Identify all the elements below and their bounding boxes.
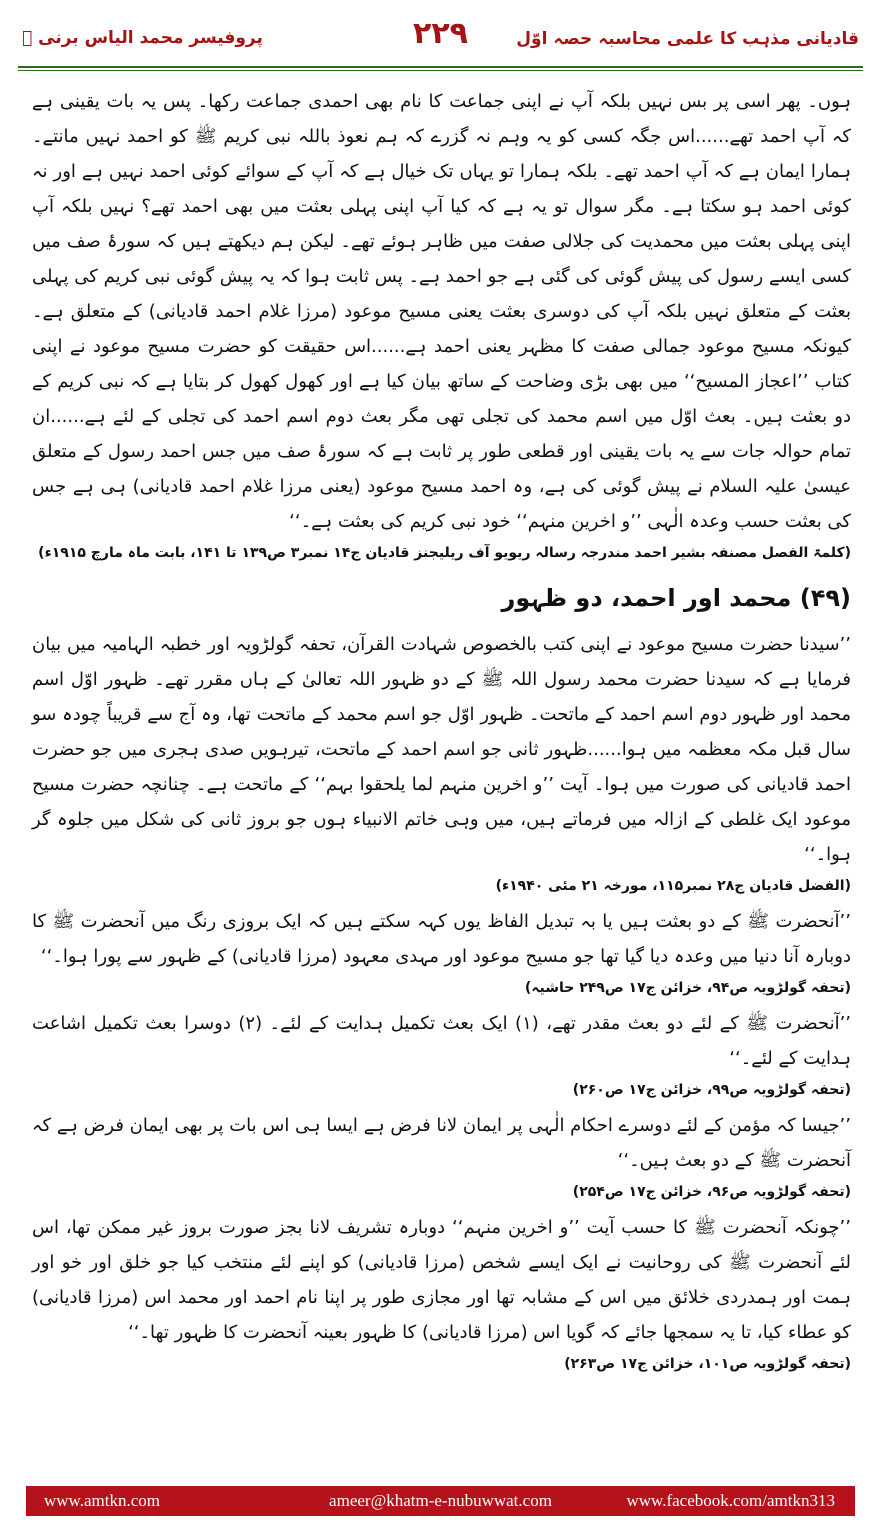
header-divider-thin [18,70,863,71]
quote-paragraph: ’’جیسا کہ مؤمن کے لئے دوسرے احکام الٰہی پر ایمان لانا فرض ہے ایسا ہی اس بات پر بھی ایمان فرض ہے کہ آنحضرت ﷺ کے دو بعث ہیں۔‘‘ [31,1115,851,1171]
quote-reference: (الفضل قادیان ج۲۸ نمبر۱۱۵، مورخہ ۲۱ مئی ۱۹۴۰ء) [495,878,851,894]
intro-paragraph: ہوں۔ پھر اسی پر بس نہیں بلکہ آپ نے اپنی جماعت کا نام بھی احمدی جماعت رکھا۔ پس یہ بات یقینی ہے کہ آپ احمد تھے......اس جگہ کسی کو یہ وہم نہ گزرے کہ ہم نعوذ باللہ نبی کریم ﷺ کو احمد نہیں مانتے۔ ہمارا ایمان ہے کہ آپ احمد تھے۔ بلکہ ہمارا تو یہاں تک خیال ہے کہ آپ کے سوائے کوئی احمد نہیں ہے اور نہ کوئی احمد ہو سکتا ہے۔ مگر سوال تو یہ ہے کہ کیا آپ اپنی پہلی بعثت میں بھی احمد تھے؟ نہیں بلکہ آپ اپنی پہلی بعثت میں محمدیت کی جلالی صفت میں ظاہر ہوئے تھے۔ لیکن ہم دیکھتے ہیں کہ سورۂ صف میں کسی ایسے رسول کی پیش گوئی کی گئی ہے جو احمد ہے۔ پس ثابت ہوا کہ یہ پیش گوئی نبی کریم کی پہلی بعثت کے متعلق نہیں بلکہ آپ کی دوسری بعثت یعنی مسیح موعود (مرزا غلام احمد قادیانی) کے متعلق ہے۔ کیونکہ مسیح موعود جمالی صفت کا مظہر یعنی احمد ہے......اس حقیقت کو حضرت مسیح موعود نے اپنی کتاب ’’اعجاز المسیح‘‘ میں بھی بڑی وضاحت کے ساتھ بیان کیا ہے اور کھول کھول کر بتایا ہے کہ نبی کریم کے دو بعثت ہیں۔ بعث اوّل میں اسم محمد کی تجلی تھی مگر بعث دوم اسم احمد کی تجلی کے لئے ہے......ان تمام حوالہ جات سے یہ بات یقینی اور قطعی طور پر ثابت ہے کہ سورۂ صف میں جس احمد رسول کے متعلق عیسیٰ علیہ السلام نے پیش گوئی کی ہے، وہ احمد مسیح موعود (یعنی مرزا غلام احمد قادیانی) ہی ہے جس کی بعثت حسب وعدہ الٰہی ’’و اخرین منہم‘‘ خود نبی کریم کی بعثت ہے۔‘‘ [32,91,851,532]
facebook-link[interactable]: www.facebook.com/amtkn313 [626,1491,835,1510]
book-title: قادیانی مذہب کا علمی محاسبہ حصہ اوّل [516,29,859,49]
website-link[interactable]: www.amtkn.com [44,1491,160,1510]
quote-block-5 [32,1210,851,1378]
quote-paragraph: ’’سیدنا حضرت مسیح موعود نے اپنی کتب بالخصوص شہادت القرآن، تحفہ گولڑویہ اور خطبہ الہامیہ میں بیان فرمایا ہے کہ سیدنا حضرت محمد رسول اللہ ﷺ کے دو ظہور اللہ تعالیٰ کے ہاں مقرر تھے۔ ظہور اوّل اسم محمد اور ظہور دوم اسم احمد کے ماتحت۔ ظہور اوّل جو اسم محمد کے ماتحت تھا، وہ آج سے قریباً چودہ سو سال قبل مکہ معظمہ میں ہوا......ظہور ثانی جو اسم احمد کے ماتحت، تیرہویں صدی ہجری میں جو حضرت احمد قادیانی کی صورت میں ہوا۔ آیت ’’و اخرین منہم لما یلحقوا بہم‘‘ کے ماتحت ہے۔ چنانچہ حضرت مسیح موعود ایک غلطی کے ازالہ میں فرماتے ہیں، میں وہی خاتم الانبیاء ہوں جو بروز ثانی کی شکل میں جلوہ گر ہوا۔‘‘ [32,634,851,865]
quote-reference: (تحفہ گولڑویہ ص۹۶، خزائن ج۱۷ ص۲۵۴) [572,1184,851,1200]
quote-block-4 [32,1108,851,1206]
quote-block-3 [32,1006,851,1104]
quote-reference: (تحفہ گولڑویہ ص۹۹، خزائن ج۱۷ ص۲۶۰) [572,1082,851,1098]
page-body [32,84,851,1382]
intro-reference: (کلمۃ الفصل مصنفہ بشیر احمد مندرجہ رسالہ ریویو آف ریلیجنز قادیان ج۱۴ نمبر۳ ص۱۳۹ تا ۱۴۱، بابت ماہ مارچ ۱۹۱۵ء) [38,545,851,561]
quote-block-2 [32,904,851,1002]
quote-reference: (تحفہ گولڑویہ ص۱۰۱، خزائن ج۱۷ ص۲۶۳) [564,1356,851,1372]
quote-paragraph: ’’چونکہ آنحضرت ﷺ کا حسب آیت ’’و اخرین منہم‘‘ دوبارہ تشریف لانا بجز صورت بروز غیر ممکن تھا، اس لئے آنحضرت ﷺ کی روحانیت نے ایک ایسے شخص (مرزا قادیانی) کو اپنے لئے منتخب کیا جو خلق اور خو اور ہمت اور ہمدردی خلائق میں اس کے مشابہ تھا اور مجازی طور پر اپنا نام احمد اور محمد اس (مرزا قادیانی) کو عطاء کیا، تا یہ سمجھا جائے کہ گویا اس (مرزا قادیانی) کا ظہور بعینہ آنحضرت کا ظہور تھا۔‘‘ [32,1217,851,1343]
page-number: ۲۲۹ [413,16,468,51]
author-name: پروفیسر محمد الیاس برنی ﷫ [22,28,263,48]
page-footer [26,1486,855,1516]
section-heading: (۴۹) محمد اور احمد، دو ظہور [501,584,851,612]
header-divider [18,66,863,68]
page-header [18,14,863,62]
quote-paragraph: ’’آنحضرت ﷺ کے دو بعثت ہیں یا بہ تبدیل الفاظ یوں کہہ سکتے ہیں کہ ایک بروزی رنگ میں آنحضرت ﷺ کا دوبارہ آنا دنیا میں وعدہ دیا گیا تھا جو مسیح موعود اور مہدی معہود (مرزا قادیانی) کے ظہور سے پورا ہوا۔‘‘ [32,911,851,967]
quote-reference: (تحفہ گولڑویہ ص۹۴، خزائن ج۱۷ ص۲۴۹ حاشیہ) [524,980,851,996]
quote-block-1 [32,627,851,900]
email-link[interactable]: ameer@khatm-e-nubuwwat.com [329,1491,552,1510]
quote-paragraph: ’’آنحضرت ﷺ کے لئے دو بعث مقدر تھے، (۱) ایک بعث تکمیل ہدایت کے لئے۔ (۲) دوسرا بعث تکمیل اشاعت ہدایت کے لئے۔‘‘ [32,1013,852,1069]
